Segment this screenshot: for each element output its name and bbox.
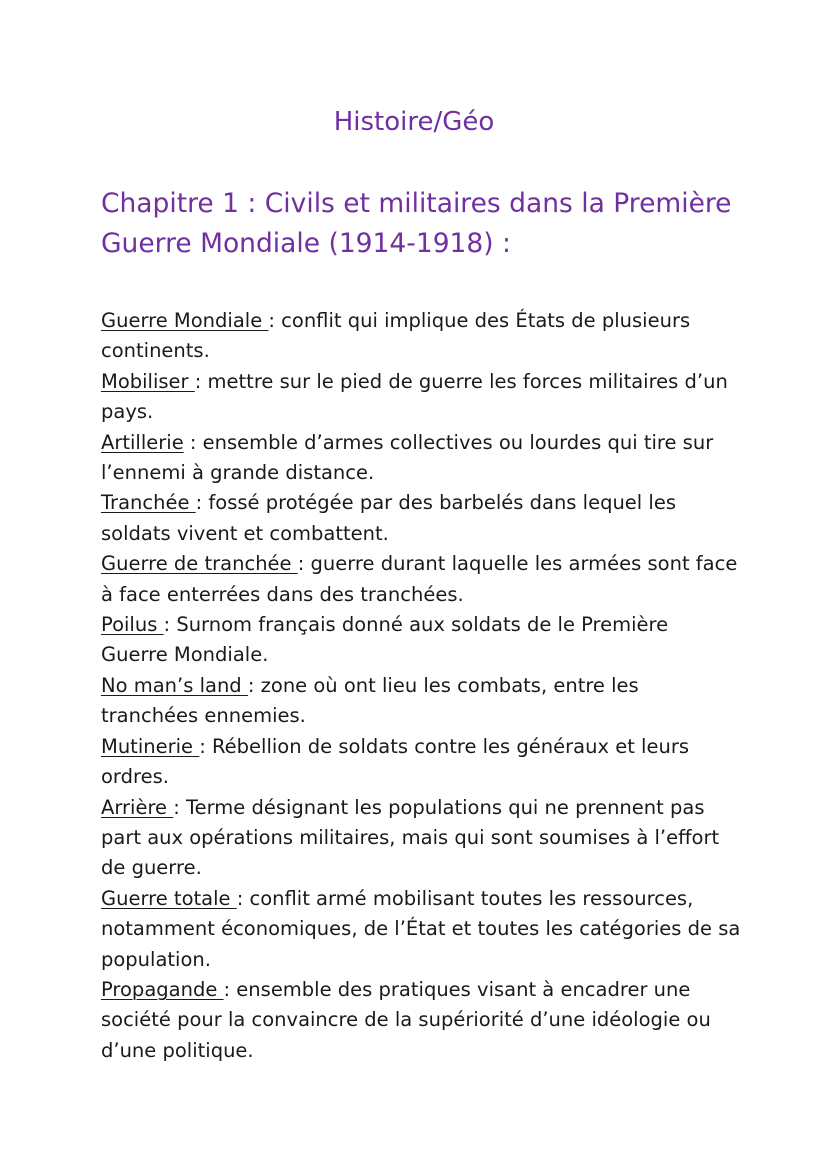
chapter-title: Chapitre 1 : Civils et militaires dans la Première Guerre Mondiale (1914-1918) :: [101, 188, 732, 259]
definition-text: : ensemble des pratiques visant à encadrer une société pour la convaincre de la supériorité d’une idéologie ou d’une politique.: [101, 977, 711, 1062]
definition-term: Tranchée: [101, 491, 196, 515]
definition-text: : conflit qui implique des États de plusieurs continents.: [101, 309, 691, 363]
definition-item: [101, 428, 741, 489]
definition-term: Arrière: [101, 795, 174, 819]
definition-text: : zone où ont lieu les combats, entre les tranchées ennemies.: [101, 673, 639, 728]
definition-list: [101, 306, 741, 1066]
definition-item: [101, 975, 741, 1066]
definition-item: [101, 671, 741, 732]
definition-term: No man’s land: [101, 673, 248, 697]
definition-text: : Terme désignant les populations qui ne prennent pas part aux opérations militaires, mais qui sont soumises à l’effort de guerre.: [101, 795, 720, 880]
definition-text: : fossé protégée par des barbelés dans lequel les soldats vivent et combattent.: [101, 491, 676, 545]
definition-term: Mutinerie: [101, 734, 200, 758]
definition-item: [101, 610, 741, 671]
definition-text: : guerre durant laquelle les armées sont face à face enterrées dans des tranchées.: [101, 552, 738, 606]
definition-item: [101, 732, 741, 793]
definition-item: [101, 367, 741, 428]
definition-text: : Surnom français donné aux soldats de le Première Guerre Mondiale.: [101, 613, 669, 667]
definition-term: Guerre Mondiale: [101, 309, 269, 332]
definition-term: Poilus: [101, 613, 164, 637]
definition-item: [101, 884, 741, 975]
definition-term: Guerre totale: [101, 886, 237, 910]
definition-term: Artillerie: [101, 430, 184, 454]
definition-text: : conflit armé mobilisant toutes les ressources, notamment économiques, de l’État et toutes les catégories de sa population.: [101, 886, 741, 971]
definition-text: : Rébellion de soldats contre les généraux et leurs ordres.: [101, 734, 690, 789]
definition-item: [101, 549, 741, 610]
definition-text: : mettre sur le pied de guerre les forces militaires d’un pays.: [101, 369, 728, 424]
definition-item: [101, 306, 741, 367]
page-title: Histoire/Géo: [333, 107, 495, 137]
definition-item: [101, 488, 741, 549]
definition-term: Guerre de tranchée: [101, 552, 298, 576]
definition-item: [101, 793, 741, 884]
definition-term: Mobiliser: [101, 369, 195, 393]
definition-term: Propagande: [101, 977, 224, 1001]
definition-text: : ensemble d’armes collectives ou lourdes qui tire sur l’ennemi à grande distance.: [101, 430, 714, 485]
